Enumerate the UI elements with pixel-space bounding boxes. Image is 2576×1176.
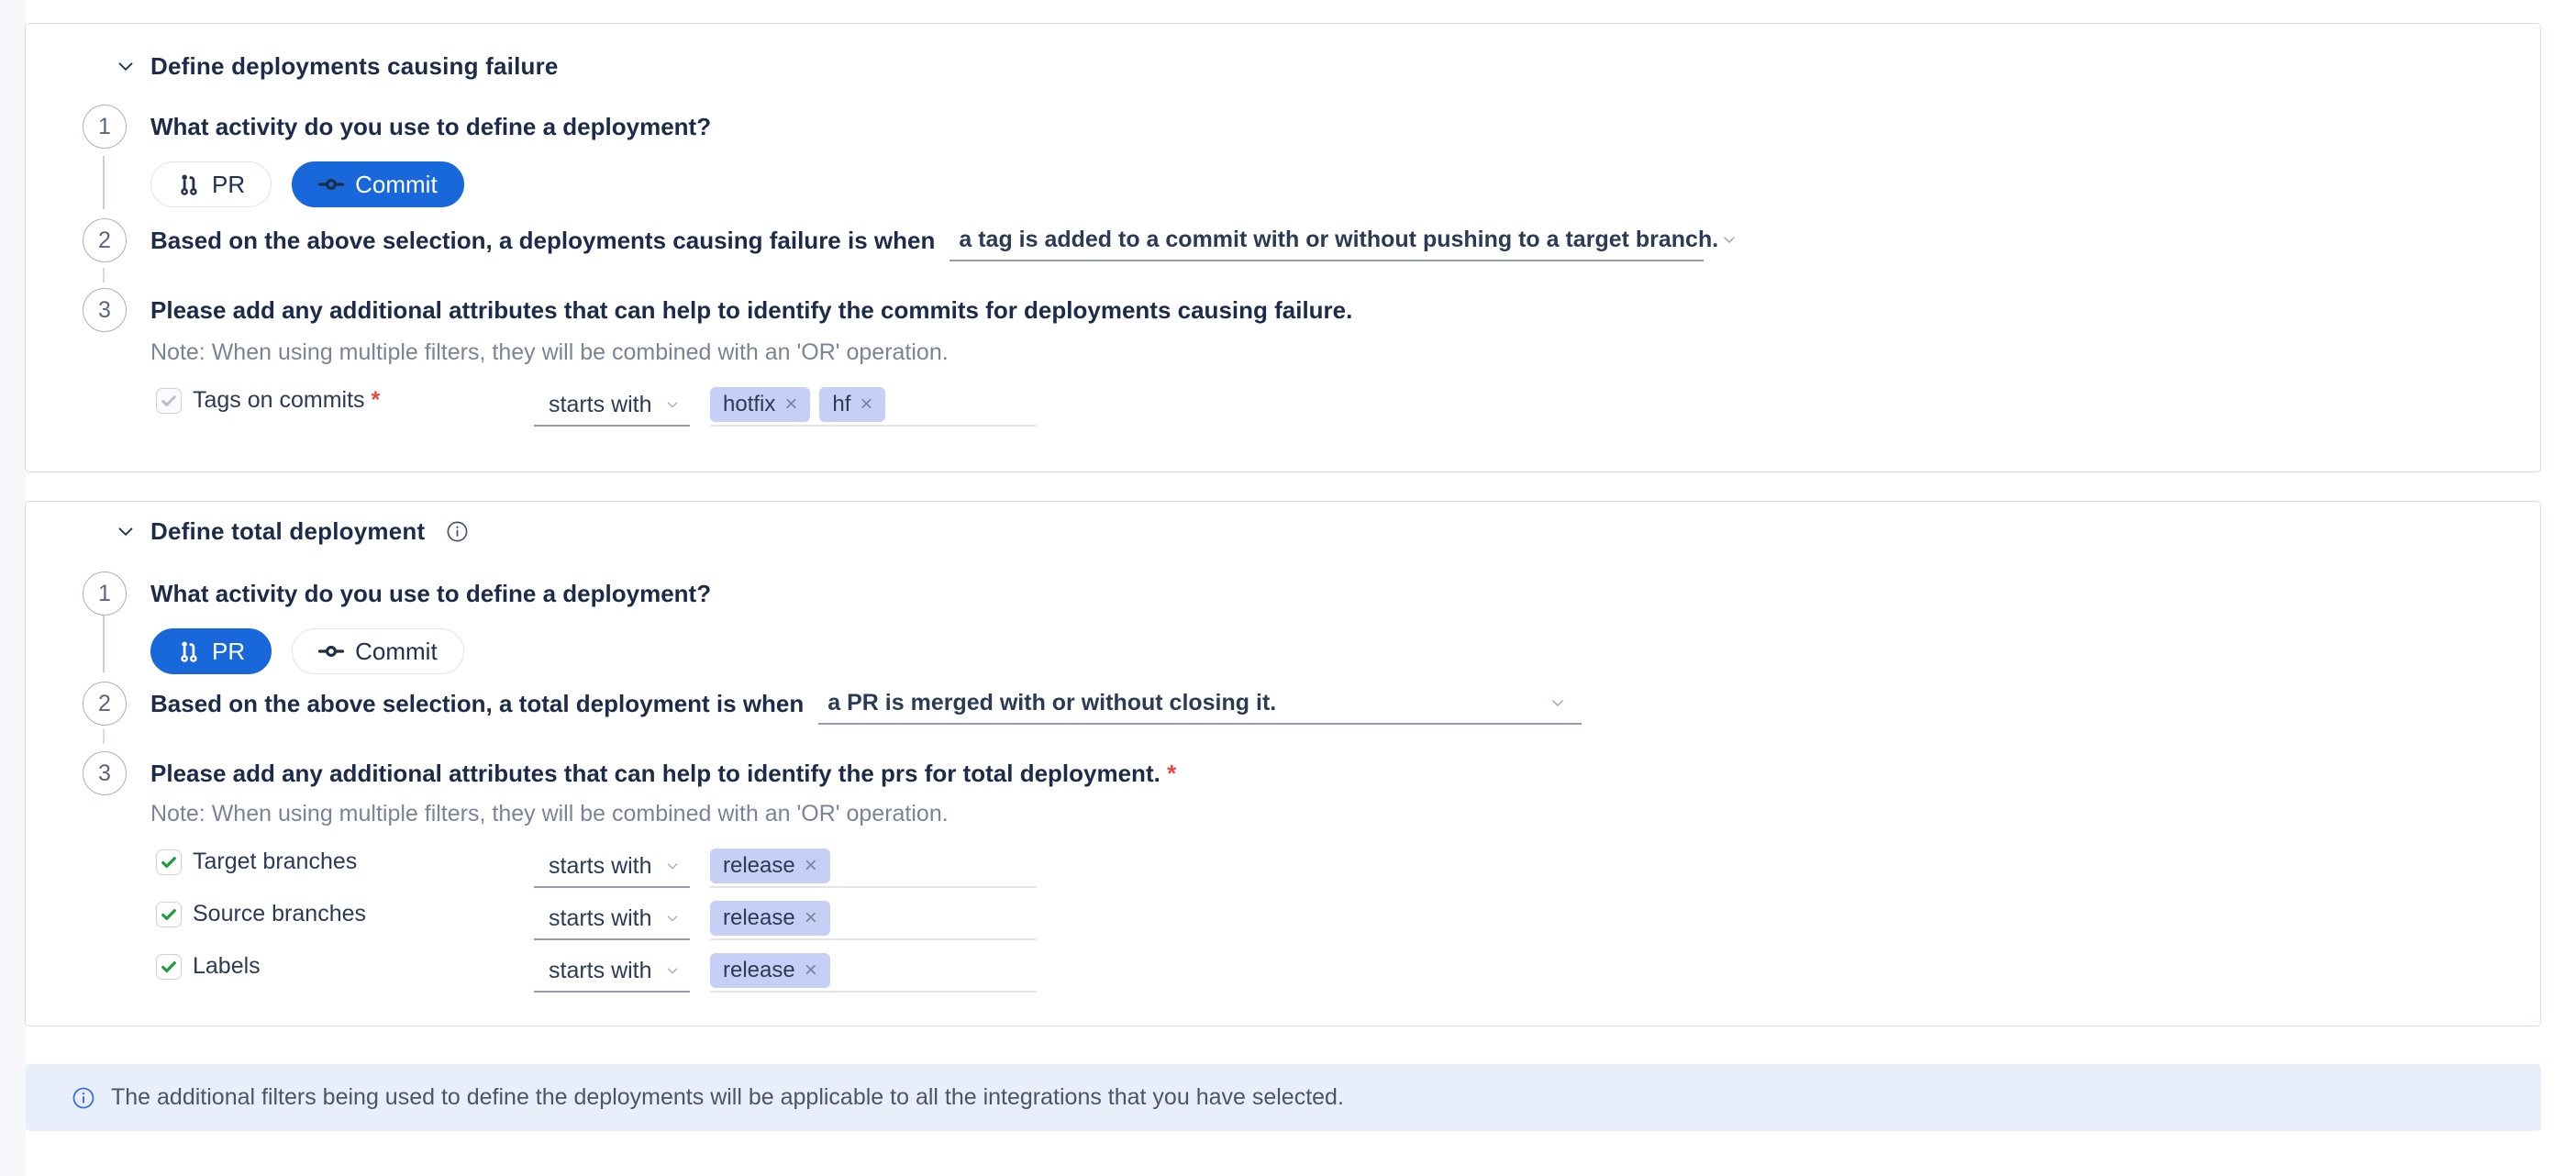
operator-select[interactable] <box>534 384 690 427</box>
filter-label: Target branches <box>193 849 358 874</box>
chip-label: release <box>723 958 795 982</box>
chevron-down-icon <box>662 960 683 981</box>
chip-remove-icon[interactable]: × <box>784 392 798 416</box>
step-number-badge: 1 <box>83 571 127 616</box>
card-title: Define total deployment <box>150 516 426 545</box>
commit-activity-button[interactable] <box>292 628 464 674</box>
chip <box>710 901 830 936</box>
total-deployment-card <box>25 501 2541 1026</box>
checkbox-checked-icon[interactable] <box>156 902 182 927</box>
filter-list <box>156 836 2504 993</box>
filter-values-input[interactable] <box>710 898 1037 940</box>
filter-list <box>156 374 2504 427</box>
definition-select[interactable] <box>818 682 1582 725</box>
definition-select[interactable] <box>949 219 1719 261</box>
operator-value: starts with <box>549 391 652 417</box>
info-icon <box>71 1085 96 1111</box>
filter-row-labels <box>156 940 2504 993</box>
step-connector <box>103 616 105 672</box>
step-number-badge: 1 <box>83 105 127 149</box>
activity-button-group <box>150 161 711 207</box>
filter-label: Labels <box>193 953 261 979</box>
page-left-gutter <box>0 0 26 1176</box>
operator-value: starts with <box>549 904 652 931</box>
chevron-down-icon <box>1547 692 1569 714</box>
required-asterisk: * <box>371 387 381 413</box>
chip-remove-icon[interactable]: × <box>804 958 817 982</box>
step-connector <box>103 156 105 209</box>
pr-button-label: PR <box>212 170 246 198</box>
chip <box>710 387 810 422</box>
filter-values-input[interactable] <box>710 950 1037 993</box>
required-asterisk: * <box>1167 760 1177 787</box>
chip-label: release <box>723 905 795 930</box>
filter-row-tags-on-commits <box>156 374 2504 427</box>
commit-button-label: Commit <box>355 637 438 665</box>
activity-question: What activity do you use to define a deployment? <box>150 113 712 140</box>
operator-select[interactable] <box>534 950 690 993</box>
filter-values-input[interactable] <box>710 846 1037 888</box>
checkbox-checked-icon[interactable] <box>156 388 182 414</box>
step-number-badge: 3 <box>83 751 127 795</box>
card-title: Define deployments causing failure <box>150 51 559 80</box>
chip-remove-icon[interactable]: × <box>804 853 817 878</box>
operator-value: starts with <box>549 957 652 983</box>
pr-activity-button[interactable] <box>150 161 272 207</box>
pr-activity-button[interactable] <box>150 628 272 674</box>
filters-note: Note: When using multiple filters, they will be combined with an 'OR' operation. <box>150 339 949 365</box>
checkbox-checked-icon[interactable] <box>156 849 182 875</box>
pull-request-icon <box>177 639 201 663</box>
info-icon[interactable] <box>445 519 470 544</box>
activity-button-group <box>150 628 711 674</box>
filter-label: Tags on commits * <box>193 387 381 413</box>
chip <box>710 849 830 883</box>
filters-note: Note: When using multiple filters, they will be combined with an 'OR' operation. <box>150 801 949 827</box>
step-3 <box>83 751 2504 795</box>
operator-select[interactable] <box>534 846 690 888</box>
chevron-down-icon <box>662 394 683 415</box>
chip <box>819 387 885 422</box>
chevron-down-icon[interactable] <box>114 54 138 78</box>
deployments-causing-failure-card <box>25 23 2541 472</box>
chip-label: release <box>723 853 795 878</box>
chevron-down-icon[interactable] <box>114 519 138 543</box>
chip-label: hf <box>832 392 851 416</box>
attributes-question: Please add any additional attributes that can help to identify the prs for total deployment. * <box>150 760 1177 787</box>
step-number-badge: 2 <box>83 682 127 726</box>
activity-question: What activity do you use to define a deployment? <box>150 580 712 607</box>
chip-remove-icon[interactable]: × <box>804 905 817 930</box>
info-banner <box>25 1064 2541 1131</box>
step-3 <box>83 288 2504 332</box>
commit-activity-button[interactable] <box>292 161 464 207</box>
step-connector <box>103 268 105 283</box>
filter-row-target-branches <box>156 836 2504 888</box>
pr-button-label: PR <box>212 637 246 665</box>
step-connector <box>103 729 105 744</box>
commit-icon <box>318 638 344 664</box>
operator-select[interactable] <box>534 898 690 940</box>
chip-remove-icon[interactable]: × <box>860 392 873 416</box>
chip <box>710 953 830 988</box>
step-2 <box>83 218 2504 262</box>
card-header <box>114 51 2504 81</box>
chevron-down-icon <box>1718 228 1740 250</box>
step-2 <box>83 682 2504 726</box>
pull-request-icon <box>177 172 201 196</box>
filter-label: Source branches <box>193 901 367 926</box>
commit-button-label: Commit <box>355 170 438 198</box>
banner-text: The additional filters being used to define the deployments will be applicable to all the integrations that you have selected. <box>111 1084 1344 1110</box>
chip-label: hotfix <box>723 392 776 416</box>
step-1 <box>83 105 2504 207</box>
card-header <box>114 516 2504 546</box>
definition-question: Based on the above selection, a total deployment is when <box>150 690 805 717</box>
definition-question: Based on the above selection, a deployments causing failure is when <box>150 227 936 254</box>
chevron-down-icon <box>662 908 683 928</box>
operator-value: starts with <box>549 852 652 879</box>
definition-select-value: a tag is added to a commit with or without pushing to a target branch. <box>959 226 1719 252</box>
commit-icon <box>318 172 344 197</box>
definition-select-value: a PR is merged with or without closing it. <box>827 689 1277 716</box>
chevron-down-icon <box>662 856 683 876</box>
step-number-badge: 3 <box>83 288 127 332</box>
step-number-badge: 2 <box>83 218 127 262</box>
checkbox-checked-icon[interactable] <box>156 954 182 980</box>
attributes-question: Please add any additional attributes that can help to identify the commits for deployments causing failure. <box>150 296 1353 324</box>
filter-row-source-branches <box>156 888 2504 940</box>
filter-values-input[interactable] <box>710 384 1037 427</box>
step-1 <box>83 571 2504 674</box>
